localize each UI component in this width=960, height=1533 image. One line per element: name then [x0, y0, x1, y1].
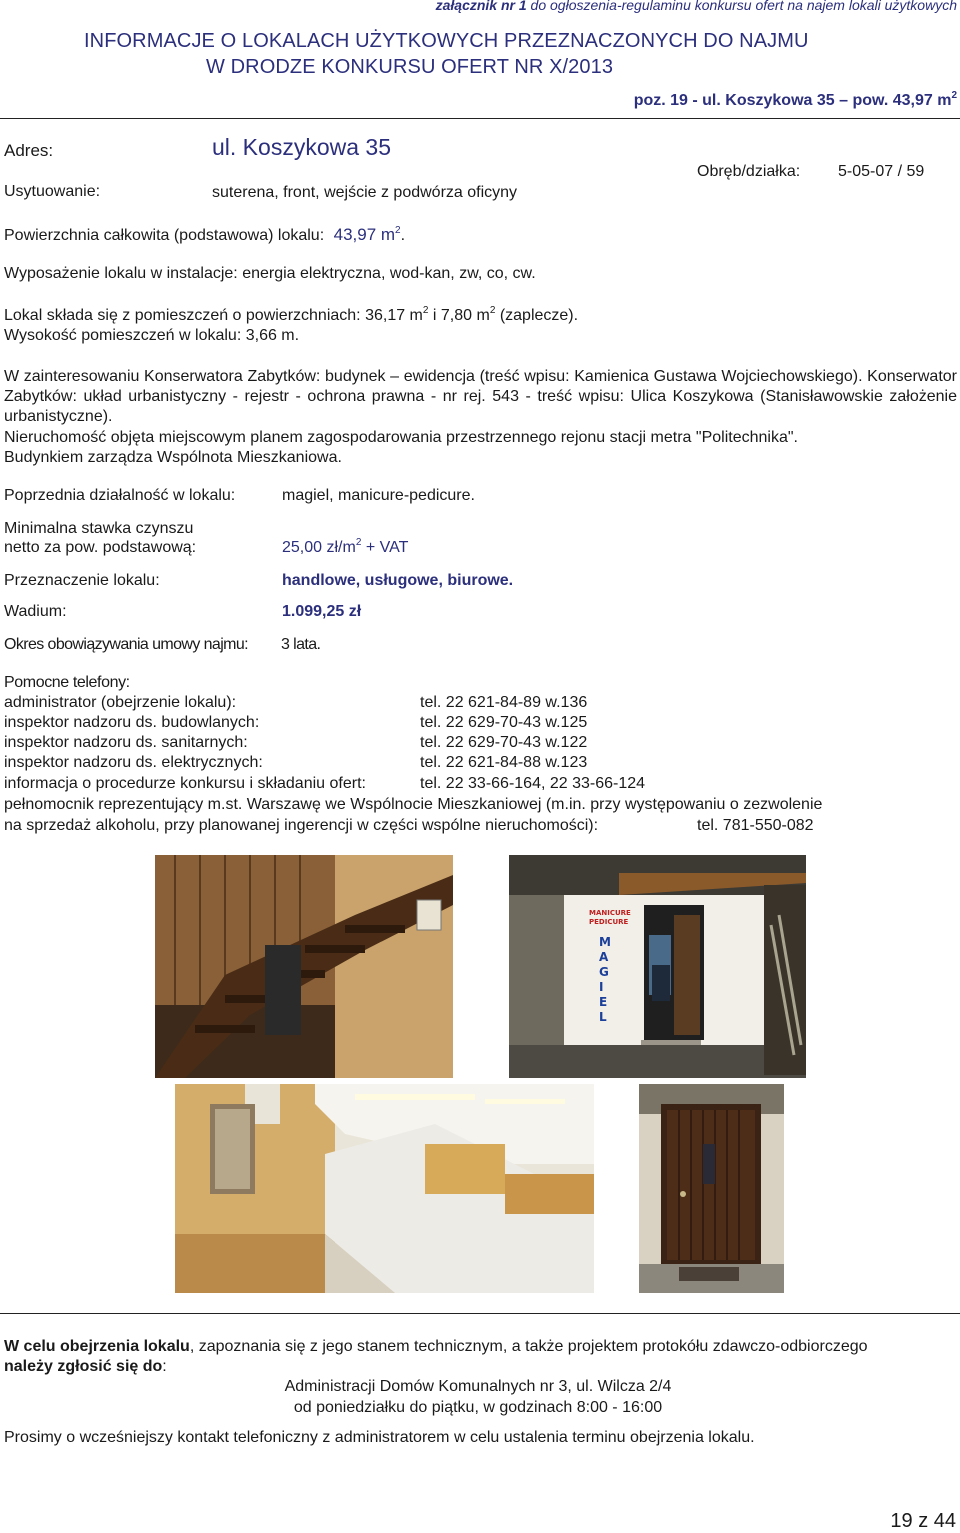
document-title-line1: INFORMACJE O LOKALACH UŻYTKOWYCH PRZEZNACZONYCH DO NAJMU: [84, 30, 809, 52]
plot-value: 5-05-07 / 59: [838, 163, 925, 180]
svg-text:MANICURE: MANICURE: [589, 909, 631, 917]
rent-label-line2: netto za pow. podstawową:: [4, 539, 197, 556]
address-label: Adres:: [4, 141, 54, 160]
term-label: Okres obowiązywania umowy najmu:: [4, 636, 249, 653]
purpose-label: Przeznaczenie lokalu:: [4, 572, 160, 589]
phone-number: tel. 22 621-84-88 w.123: [420, 754, 588, 771]
header-divider: [0, 118, 960, 119]
photo-entrance: [509, 855, 806, 1078]
office-hours: od poniedziałku do piątku, w godzinach 8:00 - 16:00: [293, 1399, 663, 1416]
location-value: suterena, front, wejście z podwórza oficyny: [212, 184, 518, 201]
previous-label: Poprzednia działalność w lokalu:: [4, 487, 236, 504]
deposit-value: 1.099,25 zł: [282, 603, 362, 620]
photo-door: [639, 1084, 784, 1293]
contact-note: Prosimy o wcześniejszy kontakt telefoniczny z administratorem w celu ustalenia terminu obejrzenia lokalu.: [4, 1429, 755, 1446]
term-value: 3 lata.: [281, 636, 321, 653]
rent-label-line1: Minimalna stawka czynszu: [4, 520, 194, 537]
phone-number: tel. 22 629-70-43 w.122: [420, 734, 588, 751]
annex-note: załącznik nr 1 do ogłoszenia-regulaminu konkursu ofert na najem lokali użytkowych: [435, 0, 957, 13]
phone-number: tel. 22 33-66-164, 22 33-66-124: [420, 775, 646, 792]
plan-text: Nieruchomość objęta miejscowym planem zagospodarowania przestrzennego rejonu stacji metra "Politechnika".: [4, 429, 798, 446]
office-address: Administracji Domów Komunalnych nr 3, ul. Wilcza 2/4: [284, 1378, 672, 1395]
rent-value: 25,00 $zł/m^2$ + VAT: [282, 537, 409, 556]
phone-role: administrator (obejrzenie lokalu):: [4, 694, 237, 711]
purpose-value: handlowe, usługowe, biurowe.: [282, 572, 514, 589]
proxy-line2: na sprzedaż alkoholu, przy planowanej ingerencji w części wspólne nieruchomości):: [4, 817, 599, 834]
deposit-label: Wadium:: [4, 603, 67, 620]
photo-interior: [175, 1084, 594, 1293]
proxy-phone: tel. 781-550-082: [697, 817, 814, 834]
phone-number: tel. 22 629-70-43 w.125: [420, 714, 588, 731]
svg-text:PEDICURE: PEDICURE: [589, 918, 629, 926]
phone-role: inspektor nadzoru ds. budowlanych:: [4, 714, 260, 731]
proxy-line1: pełnomocnik reprezentujący m.st. Warszawę we Wspólnocie Mieszkaniowej (m.in. przy występowaniu o zezwolenie: [4, 796, 823, 813]
magiel-sign: M A G I E L: [599, 935, 611, 1024]
visit-line1: W celu obejrzenia lokalu, zapoznania się z jego stanem technicznym, a także projektem protokółu zdawczo-odbiorczego: [4, 1338, 868, 1355]
equipment-text: Wyposażenie lokalu w instalacje: energia elektryczna, wod-kan, zw, co, cw.: [4, 265, 536, 282]
document-title-line2: W DRODZE KONKURSU OFERT NR X/2013: [206, 56, 614, 78]
footer-divider: [0, 1313, 960, 1314]
area-value: 43,97 $m^2$: [333, 225, 401, 244]
page-number: 19 z 44: [890, 1510, 956, 1532]
area-line: Powierzchnia całkowita (podstawowa) lokalu: 43,97 $m^2$.: [4, 225, 406, 244]
visit-line2: należy zgłosić się do:: [4, 1358, 167, 1375]
photo-staircase: [155, 855, 453, 1078]
conservation-text: W zainteresowaniu Konserwatora Zabytków: budynek – ewidencja (treść wpisu: Kamienica Gustawa Wojciechowskiego). Konserwator Zabytków: układ urbanistyczny - rejestr - ochrona prawna - nr rej. 543 - treść wpisu: Ulica Koszykowa (Stanisławowskie założenie urbanistyczne).: [4, 368, 957, 425]
plot-label: Obręb/działka:: [697, 163, 801, 180]
rooms-text: Lokal składa się z pomieszczeń o powierzchniach: 36,17 $m^2$ i 7,80 $m^2$ (zaplecze).: [4, 305, 579, 324]
height-text: Wysokość pomieszczeń w lokalu: 3,66 m.: [4, 327, 300, 344]
position-header: poz. 19 - ul. Koszykowa 35 – pow. 43,97 $m^2$: [633, 90, 957, 109]
phone-role: informacja o procedurze konkursu i składaniu ofert:: [4, 775, 366, 792]
phone-number: tel. 22 621-84-89 w.136: [420, 694, 588, 711]
area-label: Powierzchnia całkowita (podstawowa) lokalu:: [4, 227, 325, 244]
phone-role: inspektor nadzoru ds. elektrycznych:: [4, 754, 263, 771]
phone-role: inspektor nadzoru ds. sanitarnych:: [4, 734, 248, 751]
address-value: ul. Koszykowa 35: [212, 134, 391, 160]
management-text: Budynkiem zarządza Wspólnota Mieszkaniowa.: [4, 449, 342, 466]
phones-title: Pomocne telefony:: [4, 674, 130, 691]
previous-value: magiel, manicure-pedicure.: [282, 487, 475, 504]
location-label: Usytuowanie:: [4, 183, 101, 200]
